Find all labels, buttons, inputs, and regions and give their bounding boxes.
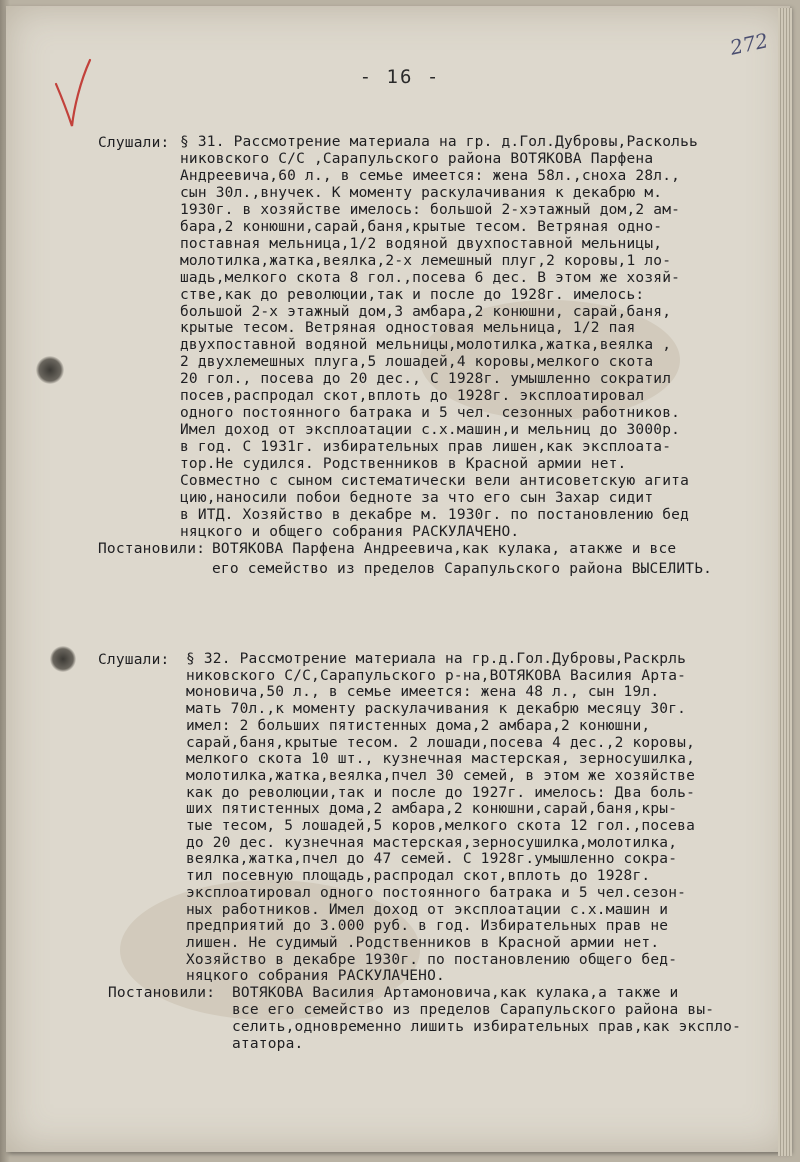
heard-label: Слушали: [98, 135, 170, 151]
text-line: сын 30л.,внучек. К моменту раскулачивания к декабрю м. [180, 184, 663, 201]
page-number: - 16 - [359, 66, 441, 88]
text-line: цию,наносили побои бедноте за что его сын Захар сидит [180, 489, 654, 506]
text-line: лишен. Не судимый .Родственников в Красной армии нет. [186, 934, 660, 951]
text-line: тил посевную площадь,распродал скот,вплоть до 1928г. [186, 868, 651, 885]
text-line: няцкого собрания РАСКУЛАЧЕНО. [186, 968, 445, 985]
text-line: большой 2-х этажный дом,3 амбара,2 конюшни, сарай,баня, [180, 303, 672, 320]
text-line: Совместно с сыном систематически вели антисоветскую агита [180, 473, 689, 489]
binding-hole [36, 356, 64, 384]
text-line: молотилка,жатка,веялка,пчел 30 семей, в этом же хозяйстве [186, 767, 695, 784]
text-line: в ИТД. Хозяйство в декабре м. 1930г. по постановлению бед [180, 506, 689, 523]
text-line: сарай,баня,крытые тесом. 2 лошади,посева 4 дес.,2 коровы, [186, 734, 695, 751]
heard-label: Слушали: [98, 652, 170, 668]
text-line: крытые тесом. Ветряная одностовая мельница, 1/2 пая [180, 320, 636, 337]
text-line: одного постоянного батрака и 5 чел. сезонных работников. [180, 405, 681, 422]
binding-hole [50, 646, 76, 672]
text-line: посев,распродал скот,вплоть до 1928г. эксплоатировал [180, 388, 645, 405]
text-line: селить,одновременно лишить избирательных прав,как экспло- [232, 1019, 741, 1035]
text-line: Хозяйство в декабре 1930г. по постановлению общего бед- [186, 951, 678, 968]
text-line: тор.Не судился. Родственников в Красной армии нет. [180, 456, 627, 473]
text-line: шадь,мелкого скота 8 гол.,посева 6 дес. В этом же хозяй- [180, 269, 681, 286]
decided-label: Постановили: [98, 541, 206, 557]
text-line: ВОТЯКОВА Парфена Андреевича,как кулака, атакже и все [212, 541, 677, 557]
stacked-pages-edge [778, 8, 792, 1156]
text-line: ататора. [232, 1036, 304, 1052]
text-line: Имел доход от эксплоатации с.х.машин,и мельниц до 3000р. [180, 422, 681, 439]
text-line: 1930г. в хозяйстве имелось: большой 2-хэтажный дом,2 ам- [180, 201, 681, 218]
text-line: как до революции,так и после до 1927г. имелось: Два боль- [186, 784, 695, 801]
text-line: никовского С/С,Сарапульского р-на,ВОТЯКОВА Василия Арта- [186, 667, 687, 684]
text-line: 20 гол., посева до 20 дес., С 1928г. умышленно сократил [180, 371, 672, 388]
text-line: ВОТЯКОВА Василия Артамоновича,как кулака,а также и [232, 985, 679, 1001]
text-line: няцкого и общего собрания РАСКУЛАЧЕНО. [180, 523, 520, 540]
text-line: эксплоатировал одного постоянного батрака и 5 чел.сезон- [186, 884, 687, 901]
text-line: его семейство из пределов Сарапульского района ВЫСЕЛИТЬ. [212, 561, 713, 577]
text-line: тые тесом, 5 лошадей,5 коров,мелкого скота 12 гол.,посева [186, 818, 695, 834]
checkmark-icon [52, 58, 92, 130]
text-line: мелкого скота 10 шт., кузнечная мастерская, зерносушилка, [186, 751, 695, 768]
text-line: Андреевича,60 л., в семье имеется: жена 58л.,сноха 28л., [180, 167, 681, 184]
text-line: § 31. Рассмотрение материала на гр. д.Гол.Дубровы,Раскольь [180, 134, 698, 150]
text-line: § 32. Рассмотрение материала на гр.д.Гол.Дубровы,Раскрль [186, 651, 687, 667]
archive-sheet-number: 272 [727, 28, 771, 60]
text-line: ных работников. Имел доход от эксплоатации с.х.машин и [186, 901, 669, 918]
text-line: предприятий до 3.000 руб. в год. Избирательных прав не [186, 918, 669, 935]
text-line: мать 70л.,к моменту раскулачивания к декабрю месяцу 30г. [186, 701, 687, 718]
text-line: имел: 2 больших пятистенных дома,2 амбара,2 конюшни, [186, 717, 651, 734]
decided-label: Постановили: [108, 985, 216, 1001]
text-line: поставная мельница,1/2 водяной двухпоставной мельницы, [180, 235, 663, 252]
text-line: моновича,50 л., в семье имеется: жена 48 л., сын 19л. [186, 684, 660, 701]
text-line: все его семейство из пределов Сарапульского района вы- [232, 1002, 715, 1018]
text-line: молотилка,жатка,веялка,2-х лемешный плуг,2 коровы,1 ло- [180, 252, 672, 269]
text-line: двухпоставной водяной мельницы,молотилка,жатка,веялка , [180, 337, 672, 354]
text-line: ших пятистенных дома,2 амбара,2 конюшни,сарай,баня,кры- [186, 801, 678, 818]
text-line: бара,2 конюшни,сарай,баня,крытые тесом. Ветряная одно- [180, 218, 663, 235]
text-line: веялка,жатка,пчел до 47 семей. С 1928г.умышленно сокра- [186, 851, 678, 868]
text-line: никовского С/С ,Сарапульского района ВОТЯКОВА Парфена [180, 150, 654, 167]
text-line: в год. С 1931г. избирательных прав лишен,как эксплоата- [180, 439, 672, 456]
text-line: до 20 дес. кузнечная мастерская,зерносушилка,молотилка, [186, 834, 678, 851]
text-line: стве,как до революции,так и после до 1928г. имелось: [180, 286, 645, 303]
text-line: 2 двухлемешных плуга,5 лошадей,4 коровы,мелкого скота [180, 354, 654, 371]
